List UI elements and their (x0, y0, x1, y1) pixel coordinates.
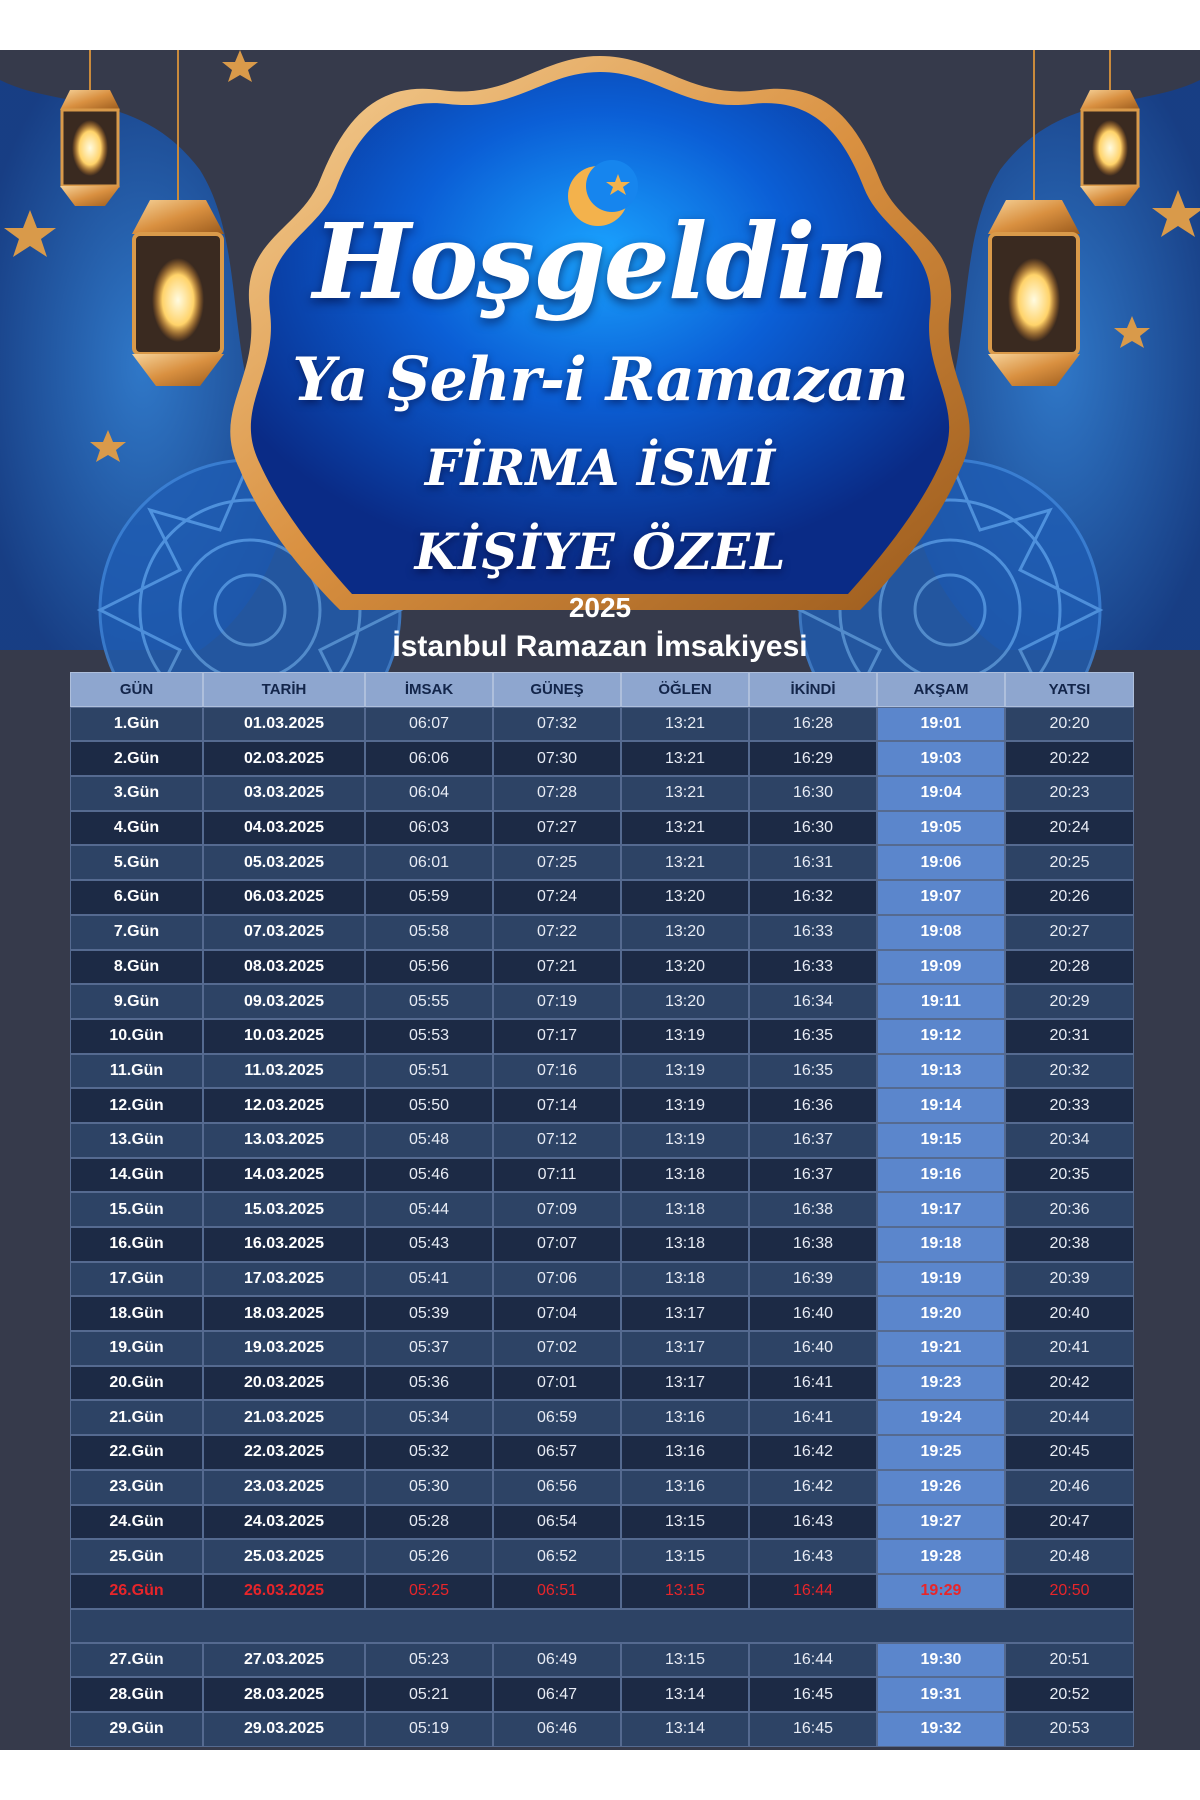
gunes-cell: 06:56 (493, 1470, 621, 1505)
oglen-cell: 13:15 (621, 1505, 749, 1540)
aksam-cell: 19:32 (877, 1712, 1005, 1747)
aksam-cell: 19:31 (877, 1677, 1005, 1712)
day-cell: 6.Gün (70, 880, 203, 915)
yatsi-cell: 20:22 (1005, 741, 1134, 776)
day-cell: 17.Gün (70, 1262, 203, 1297)
yatsi-cell: 20:47 (1005, 1505, 1134, 1540)
aksam-cell: 19:14 (877, 1088, 1005, 1123)
oglen-cell: 13:17 (621, 1331, 749, 1366)
column-header: YATSI (1005, 672, 1134, 707)
oglen-cell: 13:15 (621, 1539, 749, 1574)
day-cell: 8.Gün (70, 950, 203, 985)
gunes-cell: 07:11 (493, 1158, 621, 1193)
aksam-cell: 19:23 (877, 1366, 1005, 1401)
oglen-cell: 13:21 (621, 845, 749, 880)
date-cell: 14.03.2025 (203, 1158, 365, 1193)
imsak-cell: 06:07 (365, 707, 493, 742)
imsak-cell: 05:28 (365, 1505, 493, 1540)
yatsi-cell: 20:36 (1005, 1192, 1134, 1227)
imsak-cell: 06:01 (365, 845, 493, 880)
oglen-cell: 13:20 (621, 984, 749, 1019)
date-cell: 21.03.2025 (203, 1400, 365, 1435)
imsak-cell: 05:39 (365, 1296, 493, 1331)
date-cell: 05.03.2025 (203, 845, 365, 880)
table-row (70, 950, 1134, 985)
table-row (70, 1400, 1134, 1435)
gunes-cell: 07:28 (493, 776, 621, 811)
aksam-cell: 19:19 (877, 1262, 1005, 1297)
date-cell: 17.03.2025 (203, 1262, 365, 1297)
yatsi-cell: 20:40 (1005, 1296, 1134, 1331)
day-cell: 3.Gün (70, 776, 203, 811)
aksam-cell: 19:03 (877, 741, 1005, 776)
ikindi-cell: 16:34 (749, 984, 877, 1019)
ikindi-cell: 16:30 (749, 776, 877, 811)
aksam-cell: 19:28 (877, 1539, 1005, 1574)
table-spacer (70, 1609, 1134, 1643)
table-row (70, 984, 1134, 1019)
table-row (70, 741, 1134, 776)
date-cell: 09.03.2025 (203, 984, 365, 1019)
aksam-cell: 19:20 (877, 1296, 1005, 1331)
day-cell: 23.Gün (70, 1470, 203, 1505)
oglen-cell: 13:15 (621, 1643, 749, 1678)
day-cell: 14.Gün (70, 1158, 203, 1193)
ikindi-cell: 16:31 (749, 845, 877, 880)
aksam-cell: 19:17 (877, 1192, 1005, 1227)
gunes-cell: 07:09 (493, 1192, 621, 1227)
oglen-cell: 13:19 (621, 1088, 749, 1123)
table-row (70, 1574, 1134, 1609)
year-label: 2025 (568, 592, 632, 623)
ikindi-cell: 16:33 (749, 950, 877, 985)
yatsi-cell: 20:48 (1005, 1539, 1134, 1574)
ikindi-cell: 16:35 (749, 1054, 877, 1089)
table-row (70, 845, 1134, 880)
date-cell: 16.03.2025 (203, 1227, 365, 1262)
yatsi-cell: 20:38 (1005, 1227, 1134, 1262)
yatsi-cell: 20:52 (1005, 1677, 1134, 1712)
yatsi-cell: 20:27 (1005, 915, 1134, 950)
ikindi-cell: 16:30 (749, 811, 877, 846)
yatsi-cell: 20:45 (1005, 1435, 1134, 1470)
imsak-cell: 05:25 (365, 1574, 493, 1609)
imsak-cell: 05:48 (365, 1123, 493, 1158)
gunes-cell: 07:14 (493, 1088, 621, 1123)
yatsi-cell: 20:34 (1005, 1123, 1134, 1158)
gunes-cell: 07:04 (493, 1296, 621, 1331)
gunes-cell: 07:01 (493, 1366, 621, 1401)
ikindi-cell: 16:29 (749, 741, 877, 776)
table-row (70, 1192, 1134, 1227)
table-row (70, 776, 1134, 811)
oglen-cell: 13:18 (621, 1262, 749, 1297)
ikindi-cell: 16:37 (749, 1158, 877, 1193)
date-cell: 26.03.2025 (203, 1574, 365, 1609)
ikindi-cell: 16:43 (749, 1539, 877, 1574)
column-header: İKİNDİ (749, 672, 877, 707)
oglen-cell: 13:17 (621, 1366, 749, 1401)
arch-panel (251, 72, 949, 594)
imsak-cell: 05:56 (365, 950, 493, 985)
gunes-cell: 07:22 (493, 915, 621, 950)
imsak-cell: 05:58 (365, 915, 493, 950)
yatsi-cell: 20:35 (1005, 1158, 1134, 1193)
day-cell: 16.Gün (70, 1227, 203, 1262)
day-cell: 20.Gün (70, 1366, 203, 1401)
aksam-cell: 19:07 (877, 880, 1005, 915)
table-row (70, 1331, 1134, 1366)
day-cell: 18.Gün (70, 1296, 203, 1331)
imsak-cell: 05:23 (365, 1643, 493, 1678)
date-cell: 12.03.2025 (203, 1088, 365, 1123)
oglen-cell: 13:21 (621, 707, 749, 742)
imsak-cell: 05:30 (365, 1470, 493, 1505)
ikindi-cell: 16:44 (749, 1574, 877, 1609)
gunes-cell: 06:49 (493, 1643, 621, 1678)
schedule-caption: İstanbul Ramazan İmsakiyesi (392, 630, 808, 663)
date-cell: 03.03.2025 (203, 776, 365, 811)
column-header: İMSAK (365, 672, 493, 707)
yatsi-cell: 20:20 (1005, 707, 1134, 742)
table-row (70, 1712, 1134, 1747)
table-row (70, 1643, 1134, 1678)
gunes-cell: 06:52 (493, 1539, 621, 1574)
date-cell: 27.03.2025 (203, 1643, 365, 1678)
oglen-cell: 13:19 (621, 1019, 749, 1054)
ikindi-cell: 16:28 (749, 707, 877, 742)
aksam-cell: 19:05 (877, 811, 1005, 846)
ikindi-cell: 16:38 (749, 1192, 877, 1227)
day-cell: 24.Gün (70, 1505, 203, 1540)
date-cell: 29.03.2025 (203, 1712, 365, 1747)
day-cell: 27.Gün (70, 1643, 203, 1678)
oglen-cell: 13:14 (621, 1677, 749, 1712)
gunes-cell: 07:16 (493, 1054, 621, 1089)
aksam-cell: 19:11 (877, 984, 1005, 1019)
imsak-cell: 05:53 (365, 1019, 493, 1054)
imsak-cell: 05:41 (365, 1262, 493, 1297)
aksam-cell: 19:29 (877, 1574, 1005, 1609)
table-row (70, 1539, 1134, 1574)
table-row (70, 1366, 1134, 1401)
imsak-cell: 05:37 (365, 1331, 493, 1366)
day-cell: 10.Gün (70, 1019, 203, 1054)
table-row (70, 1505, 1134, 1540)
gunes-cell: 06:57 (493, 1435, 621, 1470)
yatsi-cell: 20:25 (1005, 845, 1134, 880)
aksam-cell: 19:06 (877, 845, 1005, 880)
yatsi-cell: 20:24 (1005, 811, 1134, 846)
day-cell: 13.Gün (70, 1123, 203, 1158)
day-cell: 9.Gün (70, 984, 203, 1019)
imsak-cell: 05:26 (365, 1539, 493, 1574)
gunes-cell: 07:07 (493, 1227, 621, 1262)
imsak-cell: 05:50 (365, 1088, 493, 1123)
day-cell: 12.Gün (70, 1088, 203, 1123)
oglen-cell: 13:15 (621, 1574, 749, 1609)
table-row (70, 1296, 1134, 1331)
oglen-cell: 13:14 (621, 1712, 749, 1747)
ikindi-cell: 16:36 (749, 1088, 877, 1123)
yatsi-cell: 20:41 (1005, 1331, 1134, 1366)
date-cell: 06.03.2025 (203, 880, 365, 915)
oglen-cell: 13:20 (621, 915, 749, 950)
aksam-cell: 19:26 (877, 1470, 1005, 1505)
oglen-cell: 13:18 (621, 1227, 749, 1262)
table-body (70, 707, 1134, 1747)
yatsi-cell: 20:39 (1005, 1262, 1134, 1297)
oglen-cell: 13:20 (621, 880, 749, 915)
gunes-cell: 07:32 (493, 707, 621, 742)
yatsi-cell: 20:32 (1005, 1054, 1134, 1089)
imsak-cell: 06:04 (365, 776, 493, 811)
day-cell: 21.Gün (70, 1400, 203, 1435)
ikindi-cell: 16:45 (749, 1677, 877, 1712)
table-row (70, 1470, 1134, 1505)
date-cell: 04.03.2025 (203, 811, 365, 846)
oglen-cell: 13:16 (621, 1470, 749, 1505)
date-cell: 19.03.2025 (203, 1331, 365, 1366)
yatsi-cell: 20:33 (1005, 1088, 1134, 1123)
column-header: TARİH (203, 672, 365, 707)
imsak-cell: 05:21 (365, 1677, 493, 1712)
imsak-cell: 05:34 (365, 1400, 493, 1435)
ikindi-cell: 16:43 (749, 1505, 877, 1540)
day-cell: 22.Gün (70, 1435, 203, 1470)
aksam-cell: 19:25 (877, 1435, 1005, 1470)
day-cell: 25.Gün (70, 1539, 203, 1574)
date-cell: 02.03.2025 (203, 741, 365, 776)
personalized-label: KİŞİYE ÖZEL (414, 522, 786, 581)
table-row (70, 1123, 1134, 1158)
aksam-cell: 19:27 (877, 1505, 1005, 1540)
oglen-cell: 13:21 (621, 776, 749, 811)
yatsi-cell: 20:42 (1005, 1366, 1134, 1401)
oglen-cell: 13:20 (621, 950, 749, 985)
imsak-cell: 05:55 (365, 984, 493, 1019)
oglen-cell: 13:18 (621, 1158, 749, 1193)
date-cell: 18.03.2025 (203, 1296, 365, 1331)
day-cell: 15.Gün (70, 1192, 203, 1227)
ikindi-cell: 16:38 (749, 1227, 877, 1262)
date-cell: 22.03.2025 (203, 1435, 365, 1470)
date-cell: 25.03.2025 (203, 1539, 365, 1574)
imsak-cell: 06:03 (365, 811, 493, 846)
aksam-cell: 19:30 (877, 1643, 1005, 1678)
day-cell: 4.Gün (70, 811, 203, 846)
aksam-cell: 19:15 (877, 1123, 1005, 1158)
imsak-cell: 05:43 (365, 1227, 493, 1262)
yatsi-cell: 20:26 (1005, 880, 1134, 915)
imsakiye-poster (0, 50, 1200, 1750)
table-row (70, 1088, 1134, 1123)
date-cell: 15.03.2025 (203, 1192, 365, 1227)
date-cell: 24.03.2025 (203, 1505, 365, 1540)
ikindi-cell: 16:42 (749, 1435, 877, 1470)
table-row (70, 1019, 1134, 1054)
yatsi-cell: 20:31 (1005, 1019, 1134, 1054)
day-cell: 1.Gün (70, 707, 203, 742)
imsak-cell: 05:46 (365, 1158, 493, 1193)
ikindi-cell: 16:32 (749, 880, 877, 915)
aksam-cell: 19:04 (877, 776, 1005, 811)
yatsi-cell: 20:50 (1005, 1574, 1134, 1609)
imsak-cell: 05:32 (365, 1435, 493, 1470)
aksam-cell: 19:09 (877, 950, 1005, 985)
aksam-cell: 19:18 (877, 1227, 1005, 1262)
gunes-cell: 07:24 (493, 880, 621, 915)
date-cell: 13.03.2025 (203, 1123, 365, 1158)
yatsi-cell: 20:46 (1005, 1470, 1134, 1505)
table-row (70, 1677, 1134, 1712)
day-cell: 7.Gün (70, 915, 203, 950)
date-cell: 11.03.2025 (203, 1054, 365, 1089)
day-cell: 26.Gün (70, 1574, 203, 1609)
table-row (70, 1227, 1134, 1262)
date-cell: 01.03.2025 (203, 707, 365, 742)
company-name: FİRMA İSMİ (424, 438, 776, 497)
column-header: GÜNEŞ (493, 672, 621, 707)
welcome-subtitle: Ya Şehr-i Ramazan (292, 345, 908, 415)
ikindi-cell: 16:42 (749, 1470, 877, 1505)
imsakiye-table (70, 672, 1134, 1747)
imsak-cell: 05:19 (365, 1712, 493, 1747)
table-row (70, 880, 1134, 915)
day-cell: 5.Gün (70, 845, 203, 880)
table-row (70, 707, 1134, 742)
lantern-icon-left-top (60, 50, 120, 206)
gunes-cell: 06:51 (493, 1574, 621, 1609)
imsak-cell: 05:36 (365, 1366, 493, 1401)
date-cell: 23.03.2025 (203, 1470, 365, 1505)
oglen-cell: 13:21 (621, 811, 749, 846)
ikindi-cell: 16:40 (749, 1296, 877, 1331)
yatsi-cell: 20:53 (1005, 1712, 1134, 1747)
yatsi-cell: 20:44 (1005, 1400, 1134, 1435)
oglen-cell: 13:19 (621, 1054, 749, 1089)
gunes-cell: 07:12 (493, 1123, 621, 1158)
day-cell: 19.Gün (70, 1331, 203, 1366)
gunes-cell: 06:59 (493, 1400, 621, 1435)
day-cell: 29.Gün (70, 1712, 203, 1747)
table-row (70, 1262, 1134, 1297)
date-cell: 07.03.2025 (203, 915, 365, 950)
aksam-cell: 19:01 (877, 707, 1005, 742)
yatsi-cell: 20:28 (1005, 950, 1134, 985)
imsak-cell: 06:06 (365, 741, 493, 776)
aksam-cell: 19:08 (877, 915, 1005, 950)
gunes-cell: 07:25 (493, 845, 621, 880)
gunes-cell: 07:19 (493, 984, 621, 1019)
table-row (70, 1158, 1134, 1193)
day-cell: 11.Gün (70, 1054, 203, 1089)
ikindi-cell: 16:45 (749, 1712, 877, 1747)
column-header: ÖĞLEN (621, 672, 749, 707)
oglen-cell: 13:16 (621, 1400, 749, 1435)
date-cell: 08.03.2025 (203, 950, 365, 985)
oglen-cell: 13:17 (621, 1296, 749, 1331)
oglen-cell: 13:16 (621, 1435, 749, 1470)
imsak-cell: 05:51 (365, 1054, 493, 1089)
aksam-cell: 19:21 (877, 1331, 1005, 1366)
ikindi-cell: 16:41 (749, 1366, 877, 1401)
gunes-cell: 06:54 (493, 1505, 621, 1540)
ikindi-cell: 16:41 (749, 1400, 877, 1435)
ikindi-cell: 16:37 (749, 1123, 877, 1158)
yatsi-cell: 20:29 (1005, 984, 1134, 1019)
table-row (70, 1054, 1134, 1089)
ikindi-cell: 16:40 (749, 1331, 877, 1366)
aksam-cell: 19:16 (877, 1158, 1005, 1193)
table-row (70, 915, 1134, 950)
column-header: AKŞAM (877, 672, 1005, 707)
ikindi-cell: 16:35 (749, 1019, 877, 1054)
ikindi-cell: 16:39 (749, 1262, 877, 1297)
imsak-cell: 05:44 (365, 1192, 493, 1227)
lantern-icon-right-top (1080, 50, 1140, 206)
gunes-cell: 06:47 (493, 1677, 621, 1712)
gunes-cell: 07:21 (493, 950, 621, 985)
aksam-cell: 19:12 (877, 1019, 1005, 1054)
oglen-cell: 13:18 (621, 1192, 749, 1227)
date-cell: 20.03.2025 (203, 1366, 365, 1401)
table-header-row (70, 672, 1134, 707)
ikindi-cell: 16:44 (749, 1643, 877, 1678)
ikindi-cell: 16:33 (749, 915, 877, 950)
yatsi-cell: 20:23 (1005, 776, 1134, 811)
yatsi-cell: 20:51 (1005, 1643, 1134, 1678)
date-cell: 10.03.2025 (203, 1019, 365, 1054)
day-cell: 2.Gün (70, 741, 203, 776)
table-row (70, 1435, 1134, 1470)
gunes-cell: 07:17 (493, 1019, 621, 1054)
oglen-cell: 13:21 (621, 741, 749, 776)
imsak-cell: 05:59 (365, 880, 493, 915)
table-row (70, 811, 1134, 846)
aksam-cell: 19:24 (877, 1400, 1005, 1435)
day-cell: 28.Gün (70, 1677, 203, 1712)
gunes-cell: 06:46 (493, 1712, 621, 1747)
gunes-cell: 07:02 (493, 1331, 621, 1366)
gunes-cell: 07:27 (493, 811, 621, 846)
date-cell: 28.03.2025 (203, 1677, 365, 1712)
gunes-cell: 07:06 (493, 1262, 621, 1297)
gunes-cell: 07:30 (493, 741, 621, 776)
welcome-title: Hoşgeldin (312, 200, 888, 323)
aksam-cell: 19:13 (877, 1054, 1005, 1089)
oglen-cell: 13:19 (621, 1123, 749, 1158)
column-header: GÜN (70, 672, 203, 707)
